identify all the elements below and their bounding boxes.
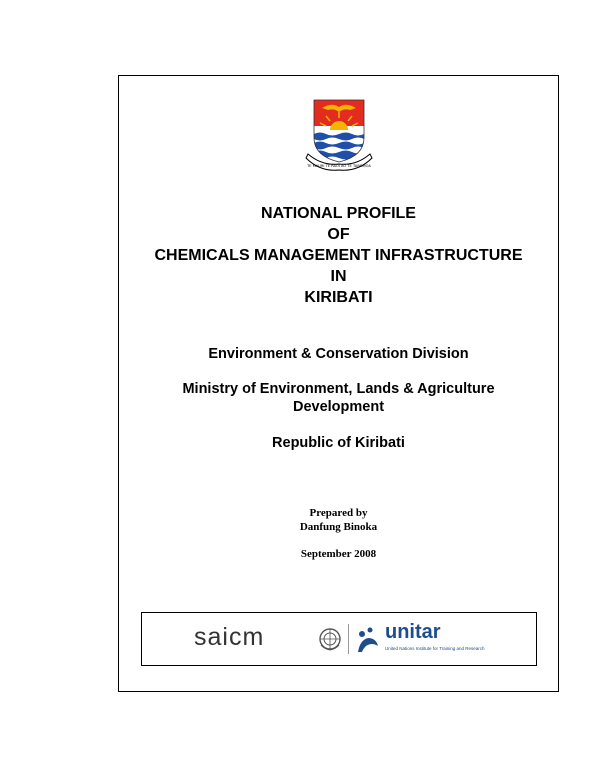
title-line-4: IN <box>330 268 347 285</box>
division-name: Environment & Conservation Division <box>208 346 469 362</box>
prepared-block <box>118 506 559 534</box>
ministry-line-1: Ministry of Environment, Lands & Agriculture <box>182 381 495 397</box>
country-block <box>118 434 559 452</box>
title-line-5: KIRIBATI <box>304 289 373 306</box>
title-line-3: CHEMICALS MANAGEMENT INFRASTRUCTURE <box>154 247 523 264</box>
coat-of-arms-motto: TE MAURI TE RAOI AO TE TABOMOA <box>307 164 371 168</box>
unitar-logo: unitar <box>385 621 441 643</box>
title-line-2: OF <box>327 226 350 243</box>
unitar-emblem-icon <box>354 624 382 654</box>
unitar-subtitle: United Nations Institute for Training and Research <box>385 646 485 651</box>
logo-divider <box>348 624 349 654</box>
author-name: Danfung Binoka <box>299 521 378 533</box>
un-emblem-icon <box>318 627 342 651</box>
ministry-line-2: Development <box>292 399 385 415</box>
title-line-1: NATIONAL PROFILE <box>261 205 416 222</box>
date-block <box>118 547 559 561</box>
ministry-block <box>118 380 559 416</box>
organization-block <box>118 345 559 363</box>
publication-date: September 2008 <box>300 548 377 560</box>
country-name: Republic of Kiribati <box>272 435 405 451</box>
coat-of-arms-icon <box>300 96 378 174</box>
saicm-logo: saicm <box>194 623 265 651</box>
prepared-label: Prepared by <box>309 507 368 519</box>
document-title <box>118 203 559 308</box>
partner-logos-box <box>141 612 537 666</box>
